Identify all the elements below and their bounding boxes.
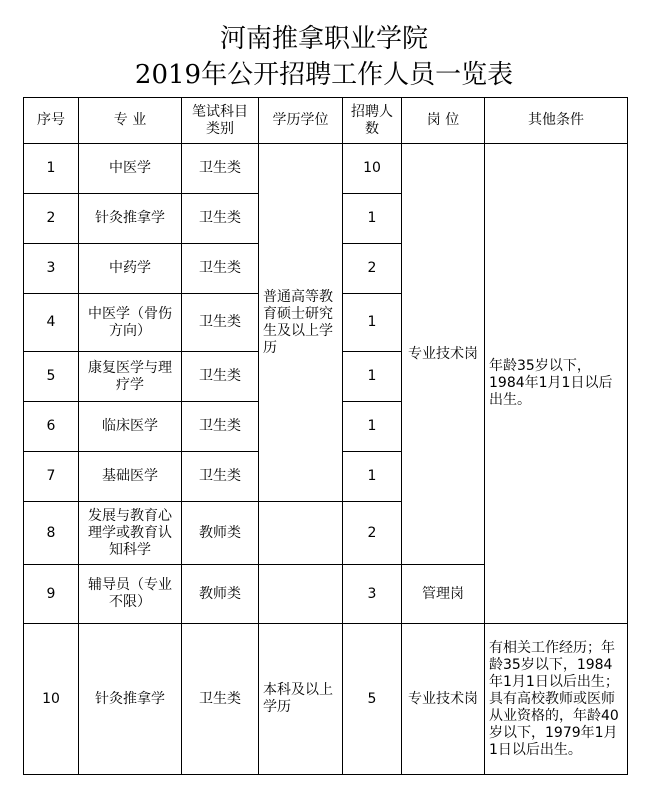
cell-category: 卫生类	[182, 194, 259, 244]
cell-position-group: 专业技术岗	[402, 144, 485, 565]
cell-position: 专业技术岗	[402, 624, 485, 775]
cell-major: 中医学（骨伤方向）	[79, 294, 182, 352]
header-category: 笔试科目类别	[182, 98, 259, 144]
cell-major: 针灸推拿学	[79, 624, 182, 775]
cell-no: 2	[24, 194, 79, 244]
cell-no: 4	[24, 294, 79, 352]
table-header-row	[24, 98, 628, 144]
cell-category: 卫生类	[182, 144, 259, 194]
cell-major: 康复医学与理疗学	[79, 352, 182, 402]
cell-count: 1	[343, 402, 402, 452]
cell-degree: 本科及以上学历	[259, 624, 343, 775]
cell-category: 教师类	[182, 565, 259, 624]
cell-major: 中药学	[79, 244, 182, 294]
cell-category: 卫生类	[182, 624, 259, 775]
cell-no: 1	[24, 144, 79, 194]
cell-degree-empty	[259, 565, 343, 624]
cell-count: 1	[343, 352, 402, 402]
cell-major: 中医学	[79, 144, 182, 194]
cell-no: 5	[24, 352, 79, 402]
cell-count: 1	[343, 294, 402, 352]
table-row	[24, 624, 628, 775]
cell-position: 管理岗	[402, 565, 485, 624]
cell-major: 辅导员（专业不限）	[79, 565, 182, 624]
header-no: 序号	[24, 98, 79, 144]
cell-no: 6	[24, 402, 79, 452]
cell-count: 2	[343, 244, 402, 294]
cell-degree-group: 普通高等教育硕士研究生及以上学历	[259, 144, 343, 502]
header-conditions: 其他条件	[485, 98, 628, 144]
cell-conditions: 有相关工作经历；年龄35岁以下，1984年1月1日以后出生；具有高校教师或医师从业资格的，年龄40岁以下，1979年1月1日以后出生。	[485, 624, 628, 775]
cell-major: 针灸推拿学	[79, 194, 182, 244]
cell-count: 1	[343, 452, 402, 502]
cell-count: 2	[343, 502, 402, 565]
cell-no: 8	[24, 502, 79, 565]
recruitment-table	[23, 97, 628, 775]
header-degree: 学历学位	[259, 98, 343, 144]
header-position: 岗 位	[402, 98, 485, 144]
cell-no: 10	[24, 624, 79, 775]
table-row	[24, 144, 628, 194]
cell-category: 卫生类	[182, 244, 259, 294]
cell-category: 卫生类	[182, 352, 259, 402]
cell-no: 7	[24, 452, 79, 502]
cell-no: 3	[24, 244, 79, 294]
cell-conditions-group: 年龄35岁以下，1984年1月1日以后出生。	[485, 144, 628, 624]
cell-count: 10	[343, 144, 402, 194]
cell-category: 卫生类	[182, 294, 259, 352]
cell-category: 卫生类	[182, 402, 259, 452]
cell-major: 临床医学	[79, 402, 182, 452]
cell-no: 9	[24, 565, 79, 624]
header-count: 招聘人数	[343, 98, 402, 144]
cell-category: 卫生类	[182, 452, 259, 502]
page-subtitle: 2019年公开招聘工作人员一览表	[134, 60, 514, 90]
cell-count: 3	[343, 565, 402, 624]
cell-category: 教师类	[182, 502, 259, 565]
cell-degree-empty	[259, 502, 343, 565]
page-title: 河南推拿职业学院	[219, 24, 428, 54]
cell-count: 5	[343, 624, 402, 775]
header-major: 专 业	[79, 98, 182, 144]
cell-count: 1	[343, 194, 402, 244]
cell-major: 基础医学	[79, 452, 182, 502]
cell-major: 发展与教育心理学或教育认知科学	[79, 502, 182, 565]
